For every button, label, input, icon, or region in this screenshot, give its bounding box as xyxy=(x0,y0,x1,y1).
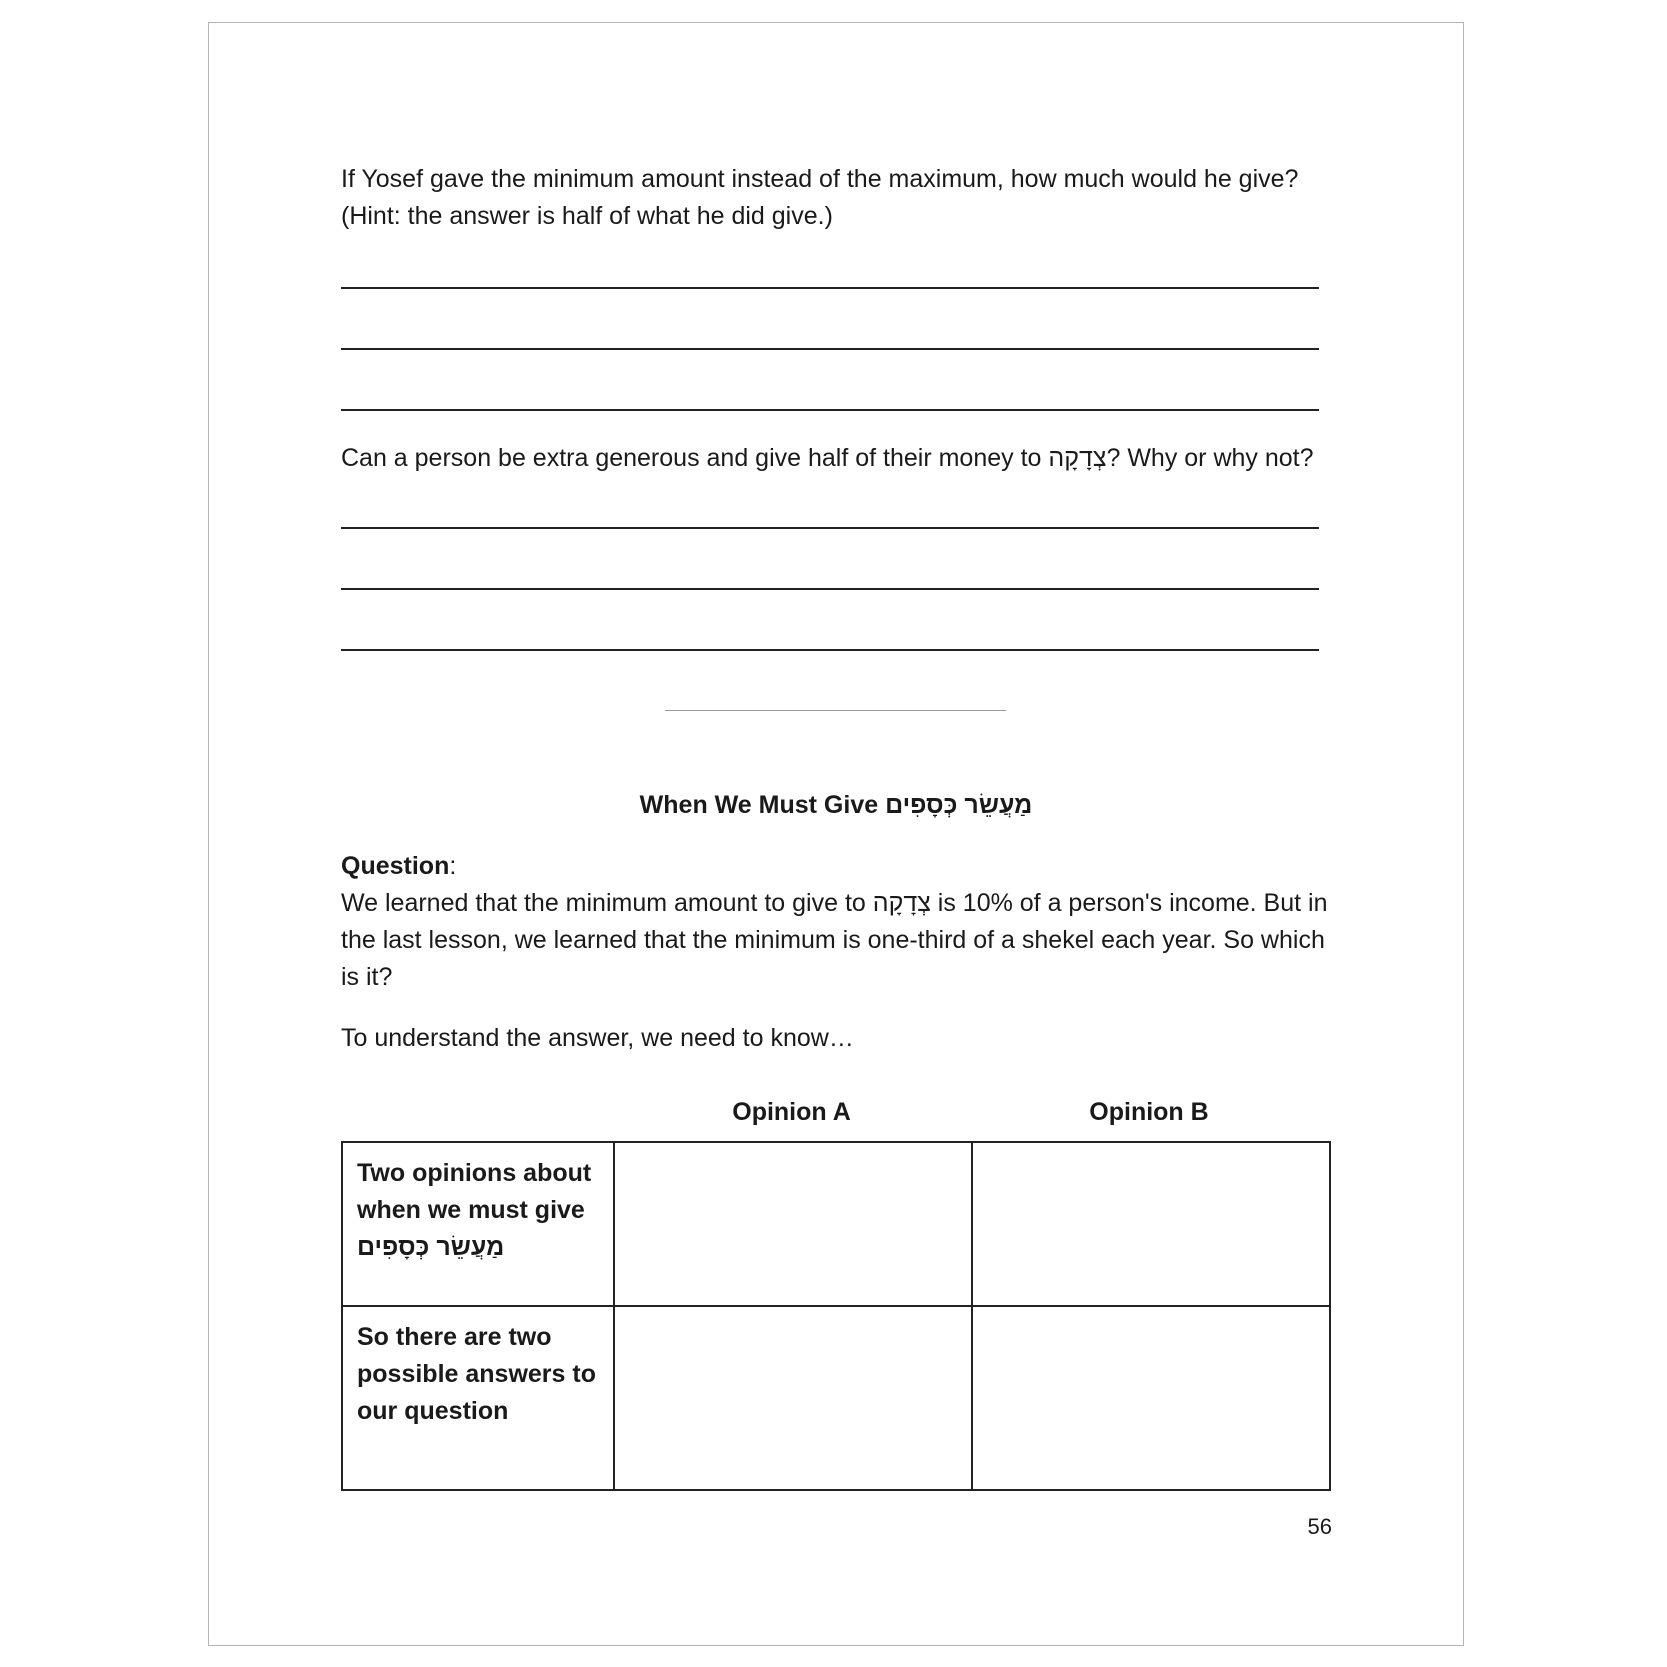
question-hebrew: צְדָקָה xyxy=(872,889,931,917)
question2-text-after: ? Why or why not? xyxy=(1106,444,1314,472)
question1-line2: (Hint: the answer is half of what he did give.) xyxy=(341,202,833,230)
section-title-text: When We Must Give xyxy=(639,791,886,819)
section-title-hebrew: מַעֲשֵׂר כְּסָפִים xyxy=(885,791,1033,819)
question2-hebrew: צְדָקָה xyxy=(1048,444,1107,472)
table-row xyxy=(342,1142,1330,1306)
question-text-after: is 10% of a person's income. But in the last lesson, we learned that the minimum is one-third of a shekel each year. So which is it? xyxy=(341,889,1328,991)
page-number: 56 xyxy=(1307,1514,1332,1539)
answer-line[interactable] xyxy=(341,287,1319,289)
opinion-a-cell[interactable] xyxy=(614,1306,972,1490)
section-divider xyxy=(665,710,1006,711)
column-header-opinion-a: Opinion A xyxy=(732,1098,851,1126)
lead-in-text: To understand the answer, we need to know… xyxy=(341,1024,854,1052)
question-paragraph xyxy=(341,885,1331,996)
answer-line[interactable] xyxy=(341,649,1319,651)
opinion-b-cell[interactable] xyxy=(972,1306,1330,1490)
opinion-a-cell[interactable] xyxy=(614,1142,972,1306)
question-heading xyxy=(341,848,456,885)
row1-label: Two opinions about when we must give xyxy=(357,1159,592,1224)
question2-text xyxy=(341,440,1314,477)
section-title xyxy=(341,788,1331,822)
question-colon: : xyxy=(449,852,457,880)
table-row xyxy=(342,1306,1330,1490)
column-header-opinion-b: Opinion B xyxy=(1089,1098,1209,1126)
opinions-table xyxy=(341,1141,1331,1491)
answer-line[interactable] xyxy=(341,527,1319,529)
question1-line1: If Yosef gave the minimum amount instead of the maximum, how much would he give? xyxy=(341,165,1299,193)
answer-line[interactable] xyxy=(341,409,1319,411)
row2-label: So there are two possible answers to our question xyxy=(357,1323,596,1425)
question-label: Question xyxy=(341,852,450,880)
question2-text-before: Can a person be extra generous and give half of their money to xyxy=(341,444,1049,472)
row1-hebrew: מַעֲשֵׂר כְּסָפִים xyxy=(357,1233,505,1261)
question-text-before: We learned that the minimum amount to give to xyxy=(341,889,873,917)
answer-line[interactable] xyxy=(341,588,1319,590)
row-label-cell xyxy=(342,1306,614,1490)
row-label-cell xyxy=(342,1142,614,1306)
answer-line[interactable] xyxy=(341,348,1319,350)
opinion-b-cell[interactable] xyxy=(972,1142,1330,1306)
